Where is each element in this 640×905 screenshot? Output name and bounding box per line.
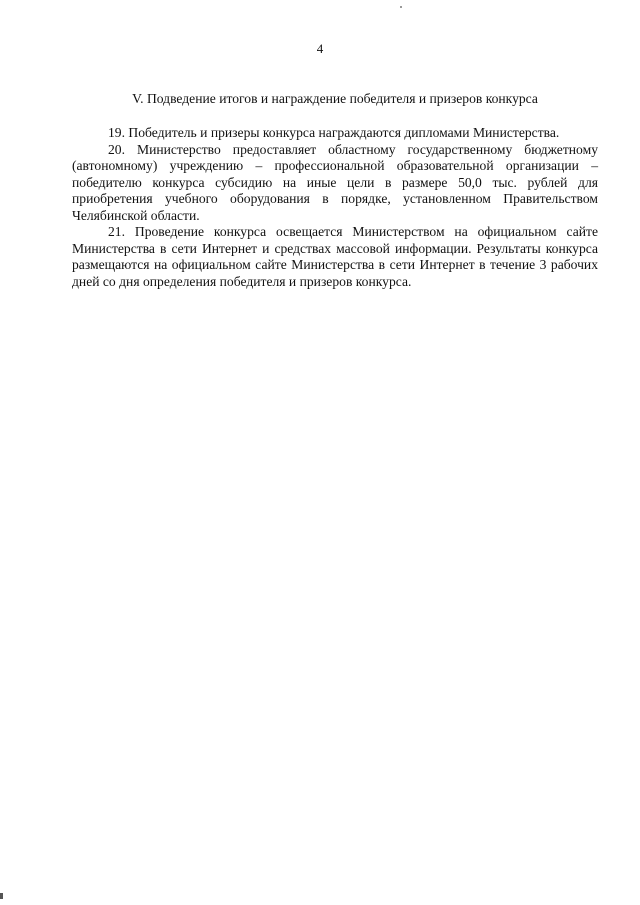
section-heading: V. Подведение итогов и награждение победителя и призеров конкурса	[132, 91, 538, 106]
page-number: 4	[316, 41, 324, 56]
scan-speck	[400, 6, 402, 8]
paragraph-20: 20. Министерство предоставляет областному государственному бюджетному (автономному) учреждению – профессиональной образовательной организации – победителю конкурса субсидию на иные цели в размере 50,0 тыс. рублей для приобретения учебного оборудования в порядке, установленном Правительством Челябинской области.	[72, 141, 598, 223]
scan-edge-mark	[0, 893, 3, 899]
paragraph-19: 19. Победитель и призеры конкурса награждаются дипломами Министерства.	[108, 125, 560, 140]
document-body	[72, 125, 598, 290]
paragraph-21: 21. Проведение конкурса освещается Министерством на официальном сайте Министерства в сети Интернет и средствах массовой информации. Результаты конкурса размещаются на официальном сайте Министерства в сети Интернет в течение 3 рабочих дней со дня определения победителя и призеров конкурса.	[72, 224, 598, 289]
